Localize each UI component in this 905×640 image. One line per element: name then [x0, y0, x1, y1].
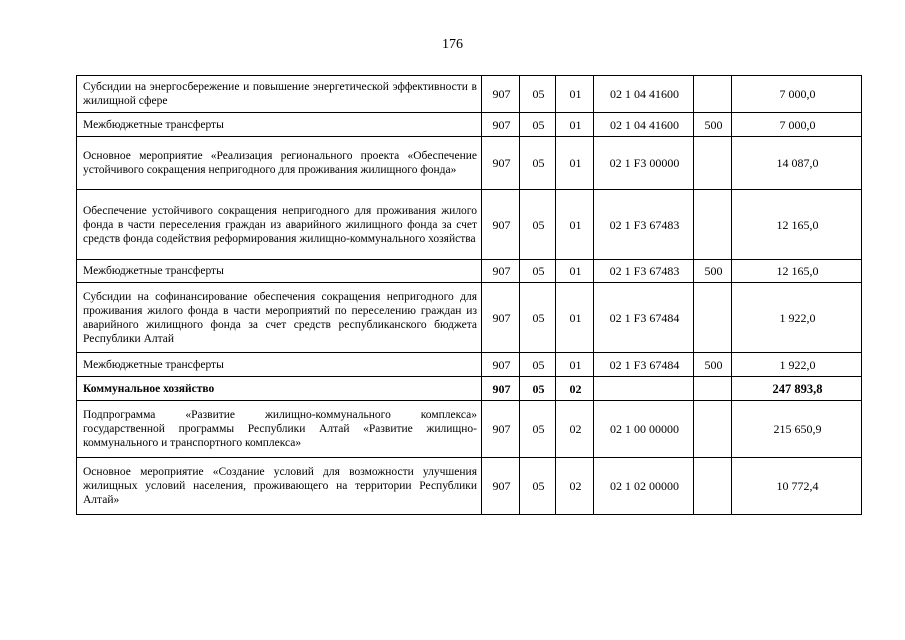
admin-code: 907: [482, 283, 520, 353]
admin-code: 907: [482, 137, 520, 190]
section-code: 05: [520, 458, 556, 515]
expense-type: 500: [694, 113, 732, 137]
subsection-code: 02: [556, 377, 594, 401]
expense-type: [694, 76, 732, 113]
page-number: 176: [442, 37, 463, 52]
table-row: [77, 190, 862, 260]
target-code: 02 1 00 00000: [594, 401, 694, 458]
subsection-code: 02: [556, 401, 594, 458]
expense-type: [694, 377, 732, 401]
section-code: 05: [520, 137, 556, 190]
amount: 1 922,0: [732, 353, 862, 377]
target-code: 02 1 04 41600: [594, 76, 694, 113]
target-code: 02 1 F3 00000: [594, 137, 694, 190]
amount: 1 922,0: [732, 283, 862, 353]
target-code: 02 1 F3 67484: [594, 353, 694, 377]
amount: 247 893,8: [732, 377, 862, 401]
subsection-code: 01: [556, 76, 594, 113]
row-description: Субсидии на энергосбережение и повышение энергетической эффективности в жилищной сфере: [77, 76, 482, 113]
amount: 215 650,9: [732, 401, 862, 458]
row-description: Обеспечение устойчивого сокращения непригодного для проживания жилого фонда в части переселения граждан из аварийного жилищного фонда за счет средств фонда содействия реформирования жилищно-коммунального хозяйства: [77, 190, 482, 260]
subsection-code: 01: [556, 283, 594, 353]
admin-code: 907: [482, 353, 520, 377]
target-code: 02 1 F3 67484: [594, 283, 694, 353]
section-code: 05: [520, 353, 556, 377]
subsection-code: 01: [556, 113, 594, 137]
table-row: [77, 260, 862, 283]
section-code: 05: [520, 401, 556, 458]
row-description: Межбюджетные трансферты: [77, 113, 482, 137]
row-description: Субсидии на софинансирование обеспечения сокращения непригодного для проживания жилого фонда в части мероприятий по переселению граждан из аварийного жилищного фонда за счет средств республиканского бюджета Республики Алтай: [77, 283, 482, 353]
target-code: 02 1 04 41600: [594, 113, 694, 137]
row-description: Межбюджетные трансферты: [77, 353, 482, 377]
section-code: 05: [520, 377, 556, 401]
amount: 7 000,0: [732, 113, 862, 137]
admin-code: 907: [482, 377, 520, 401]
table-row: [77, 401, 862, 458]
section-code: 05: [520, 260, 556, 283]
amount: 12 165,0: [732, 190, 862, 260]
expense-type: [694, 401, 732, 458]
section-code: 05: [520, 76, 556, 113]
admin-code: 907: [482, 401, 520, 458]
subsection-code: 01: [556, 137, 594, 190]
table-row: [77, 283, 862, 353]
table-row: [77, 458, 862, 515]
admin-code: 907: [482, 113, 520, 137]
table-row: [77, 137, 862, 190]
expense-type: [694, 190, 732, 260]
row-description: Основное мероприятие «Реализация регионального проекта «Обеспечение устойчивого сокращения непригодного для проживания жилищного фонда»: [77, 137, 482, 190]
subsection-code: 01: [556, 190, 594, 260]
section-code: 05: [520, 283, 556, 353]
expense-type: [694, 137, 732, 190]
admin-code: 907: [482, 260, 520, 283]
budget-table: [76, 75, 862, 515]
target-code: 02 1 F3 67483: [594, 260, 694, 283]
amount: 7 000,0: [732, 76, 862, 113]
admin-code: 907: [482, 190, 520, 260]
table-row: [77, 76, 862, 113]
admin-code: 907: [482, 458, 520, 515]
row-description: Коммунальное хозяйство: [77, 377, 482, 401]
target-code: 02 1 02 00000: [594, 458, 694, 515]
row-description: Основное мероприятие «Создание условий для возможности улучшения жилищных условий населения, проживающего на территории Республики Алтай»: [77, 458, 482, 515]
expense-type: 500: [694, 353, 732, 377]
row-description: Подпрограмма «Развитие жилищно-коммунального комплекса» государственной программы Республики Алтай «Развитие жилищно-коммунального и транспортного комплекса»: [77, 401, 482, 458]
amount: 14 087,0: [732, 137, 862, 190]
target-code: 02 1 F3 67483: [594, 190, 694, 260]
amount: 10 772,4: [732, 458, 862, 515]
expense-type: [694, 458, 732, 515]
admin-code: 907: [482, 76, 520, 113]
expense-type: 500: [694, 260, 732, 283]
table-row: [77, 353, 862, 377]
row-description: Межбюджетные трансферты: [77, 260, 482, 283]
amount: 12 165,0: [732, 260, 862, 283]
table-row: [77, 113, 862, 137]
subsection-code: 01: [556, 353, 594, 377]
section-code: 05: [520, 113, 556, 137]
table-row-section-total: [77, 377, 862, 401]
target-code: [594, 377, 694, 401]
subsection-code: 01: [556, 260, 594, 283]
expense-type: [694, 283, 732, 353]
section-code: 05: [520, 190, 556, 260]
subsection-code: 02: [556, 458, 594, 515]
